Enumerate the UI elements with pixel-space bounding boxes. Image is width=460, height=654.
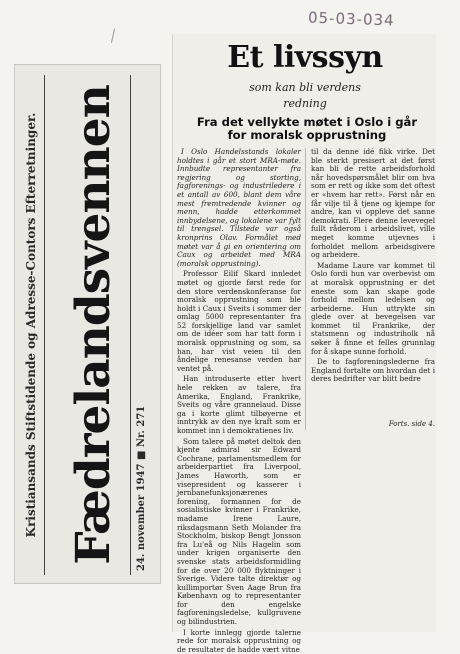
- newspaper-masthead: [14, 64, 161, 584]
- column-divider: [305, 148, 306, 430]
- handwritten-mark: I: [107, 23, 119, 49]
- subhead-line: redning: [283, 97, 327, 110]
- article-paragraph: De to fagforeningslederne fra England fortalte om hvordan det i deres bedrifter var blitt bedre: [311, 357, 435, 384]
- article-clipping: [172, 34, 436, 654]
- masthead-title: Fædrelandsvennen: [66, 85, 121, 565]
- article-paragraph: I Oslo Handelsstands lokaler holdtes i går et stort MRA-møte. Innbudte representanter fra regjering og storting, fagforenings- og industriledere i et antall av 600, blant dem våre mest fremtredende kvinner og menn, hadde etterkommet innbydelsene, og lokalene var fylt til trengsel. Tilstede var også kronprins Olav. Formålet med møtet var å gi en orientering om Caux og arbeidet med MRA (moralsk opprustning).: [177, 147, 301, 268]
- article-column-left: [177, 147, 301, 654]
- article-subhead: [173, 80, 437, 112]
- article-column-right: [311, 148, 435, 430]
- masthead-rule: [130, 75, 131, 575]
- masthead-rotated: [18, 75, 158, 575]
- archive-id: 05-03-034: [307, 8, 395, 30]
- article-deck: Fra det vellykte møtet i Oslo i går for moralsk opprustning: [196, 115, 418, 142]
- article-paragraph: Professor Eilif Skard innledet møtet og gjorde først rede for den store verdenskonferanse for moralsk opprustning som ble holdt i Caux i Sveits i sommer der omlag 5000 representanter fra 52 forskjellige land var samlet om de idéer som har tatt form i moralsk opprustning og som, sa han, har vist veien til den åndelige renesanse verden har ventet på.: [177, 269, 301, 373]
- article-paragraph: til da denne idé fikk virke. Det ble sterkt presisert at det først kan bli de rette arbeidsforhold når hovedspørsmålet blir om hva som er rett og ikke som det oftest er «hvem har rett». Først når en får vilje til å tjene og kjempe for andre, kan vi oppleve det sanne demokrati. Flere denne levevegel fullt råderom i arbeidslivet, ville meget komme utjevnes i forholdet mellom arbeidsgivere og arbeidere.: [311, 147, 435, 260]
- article-paragraph: I korte innlegg gjorde talerne rede for moralsk opprustning og de resultater de hadde vært vitne: [177, 627, 301, 654]
- article-paragraph: Som talere på møtet deltok den kjente admiral sir Edward Cochrane, parlamentsmedlem for arbeiderpartiet fra Liverpool, James Haworth, som er visepresident og kasserer i jernbanefunksjonærenes forening, formannen for de sosialistiske kvinner i Frankrike, madame Irene Laure, riksdagsmann Seth Molander fra Stockholm, biskop Bengt Jonsson fra Lu'eå og Nils Hagelin som under krigen organiserte den svenske stats arbeidsformidling for de over 20 000 flyktninger i Sverige. Videre talte direktør og kullimportør Sven Aage Brun fra København og to representanter for den engelske fagforeningsledelse, kullgruvene og bilindustrien.: [177, 436, 301, 627]
- subhead-line: som kan bli verdens: [249, 81, 361, 94]
- article-paragraph: Han introduserte etter hvert hele rekken av talere, fra Amerika, England, Frankrike, Sveits og våre grannelaud. Disse ga i korte glimt tilbøyerne et inntrykk av den nye kraft som er kommet inn i demokratienes liv.: [177, 374, 301, 435]
- article-paragraph: Madame Laure var kommet til Oslo fordi hun var overbevist om at moralsk opprustning er det eneste som kan skape gode forhold mellom ledelsen og arbeiderne. Hun uttrykte sin glede over at bevegelsen var kommet til Frankrike, der statsmenn og industriholk nå søker å finne et felles grunnlag for å skape sunne forhold.: [311, 260, 435, 356]
- continued-note: Forts. side 4.: [388, 420, 435, 428]
- masthead-date-issue: 24. november 1947 ■ Nr. 271: [136, 405, 147, 571]
- masthead-subtitle: Kristiansands Stiftstidende og Adresse-Contors Efterretninger.: [24, 112, 38, 538]
- masthead-rule: [44, 75, 45, 575]
- article-headline: Et livssyn: [227, 40, 383, 75]
